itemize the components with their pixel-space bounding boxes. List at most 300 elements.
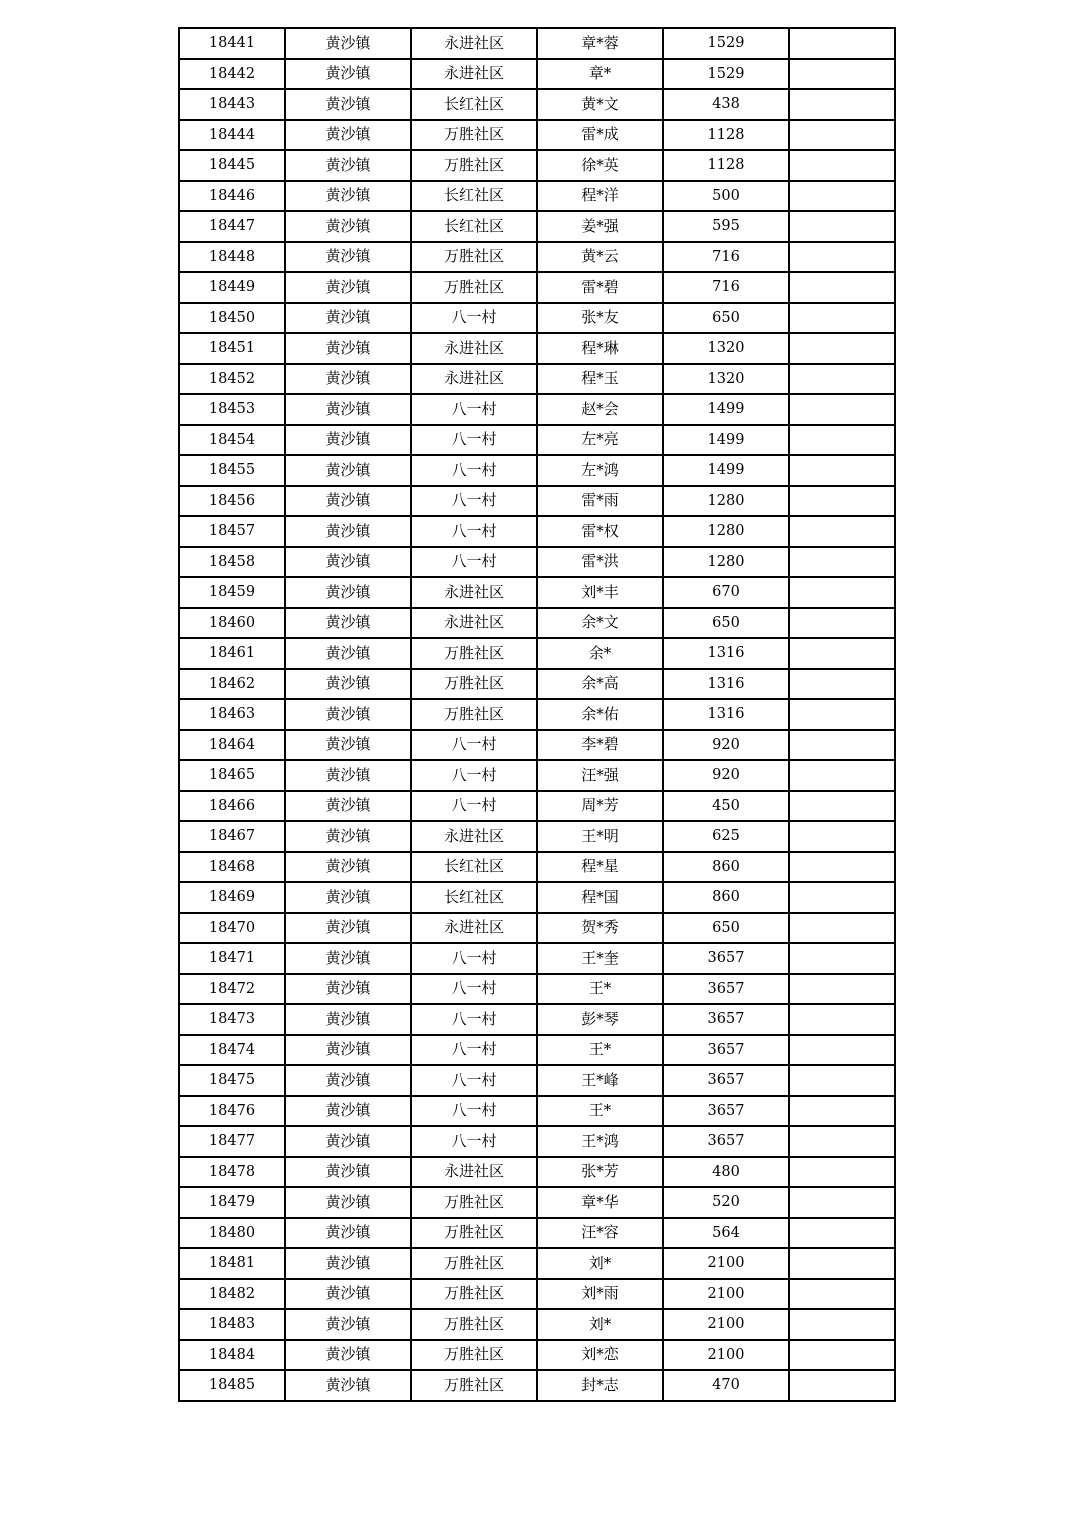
cell-serial-number: 18485: [179, 1370, 285, 1401]
cell-person-name: 程*琳: [537, 333, 663, 364]
table-row: [179, 791, 895, 822]
cell-person-name: 程*洋: [537, 181, 663, 212]
cell-person-name: 王*: [537, 974, 663, 1005]
cell-person-name: 余*: [537, 638, 663, 669]
cell-town: 黄沙镇: [285, 333, 411, 364]
cell-amount: 1316: [663, 638, 789, 669]
cell-town: 黄沙镇: [285, 699, 411, 730]
cell-serial-number: 18441: [179, 28, 285, 59]
cell-note: [789, 425, 895, 456]
cell-town: 黄沙镇: [285, 577, 411, 608]
cell-note: [789, 89, 895, 120]
cell-note: [789, 638, 895, 669]
cell-person-name: 黄*云: [537, 242, 663, 273]
cell-person-name: 余*高: [537, 669, 663, 700]
cell-amount: 3657: [663, 1004, 789, 1035]
cell-serial-number: 18463: [179, 699, 285, 730]
cell-person-name: 贺*秀: [537, 913, 663, 944]
cell-village: 万胜社区: [411, 1340, 537, 1371]
cell-amount: 625: [663, 821, 789, 852]
cell-town: 黄沙镇: [285, 455, 411, 486]
cell-town: 黄沙镇: [285, 1004, 411, 1035]
cell-village: 八一村: [411, 394, 537, 425]
cell-person-name: 刘*丰: [537, 577, 663, 608]
cell-town: 黄沙镇: [285, 1309, 411, 1340]
cell-note: [789, 669, 895, 700]
cell-town: 黄沙镇: [285, 547, 411, 578]
cell-amount: 2100: [663, 1340, 789, 1371]
table-row: [179, 730, 895, 761]
cell-amount: 1529: [663, 59, 789, 90]
cell-serial-number: 18457: [179, 516, 285, 547]
cell-village: 永进社区: [411, 913, 537, 944]
cell-amount: 3657: [663, 1126, 789, 1157]
cell-serial-number: 18442: [179, 59, 285, 90]
cell-village: 八一村: [411, 303, 537, 334]
cell-amount: 2100: [663, 1248, 789, 1279]
cell-note: [789, 852, 895, 883]
cell-person-name: 左*鸿: [537, 455, 663, 486]
cell-note: [789, 608, 895, 639]
cell-amount: 1499: [663, 425, 789, 456]
cell-person-name: 周*芳: [537, 791, 663, 822]
cell-village: 长红社区: [411, 882, 537, 913]
cell-serial-number: 18458: [179, 547, 285, 578]
cell-person-name: 雷*碧: [537, 272, 663, 303]
cell-village: 万胜社区: [411, 1218, 537, 1249]
table-row: [179, 882, 895, 913]
cell-town: 黄沙镇: [285, 821, 411, 852]
cell-note: [789, 242, 895, 273]
cell-note: [789, 913, 895, 944]
cell-town: 黄沙镇: [285, 28, 411, 59]
cell-village: 永进社区: [411, 364, 537, 395]
cell-village: 八一村: [411, 1004, 537, 1035]
cell-serial-number: 18456: [179, 486, 285, 517]
table-row: [179, 1370, 895, 1401]
table-row: [179, 974, 895, 1005]
cell-person-name: 余*佑: [537, 699, 663, 730]
cell-person-name: 赵*会: [537, 394, 663, 425]
cell-village: 八一村: [411, 547, 537, 578]
cell-note: [789, 1340, 895, 1371]
cell-amount: 1316: [663, 699, 789, 730]
cell-town: 黄沙镇: [285, 760, 411, 791]
table-row: [179, 1126, 895, 1157]
cell-serial-number: 18453: [179, 394, 285, 425]
cell-town: 黄沙镇: [285, 943, 411, 974]
cell-serial-number: 18454: [179, 425, 285, 456]
cell-amount: 450: [663, 791, 789, 822]
cell-person-name: 余*文: [537, 608, 663, 639]
cell-amount: 2100: [663, 1309, 789, 1340]
cell-person-name: 刘*: [537, 1309, 663, 1340]
cell-note: [789, 943, 895, 974]
table-row: [179, 1248, 895, 1279]
cell-serial-number: 18451: [179, 333, 285, 364]
cell-village: 万胜社区: [411, 638, 537, 669]
cell-serial-number: 18473: [179, 1004, 285, 1035]
cell-town: 黄沙镇: [285, 303, 411, 334]
cell-amount: 1529: [663, 28, 789, 59]
cell-village: 八一村: [411, 1126, 537, 1157]
cell-village: 八一村: [411, 730, 537, 761]
cell-village: 长红社区: [411, 852, 537, 883]
cell-village: 八一村: [411, 943, 537, 974]
cell-person-name: 姜*强: [537, 211, 663, 242]
cell-amount: 500: [663, 181, 789, 212]
cell-town: 黄沙镇: [285, 852, 411, 883]
table-row: [179, 547, 895, 578]
cell-note: [789, 150, 895, 181]
cell-note: [789, 974, 895, 1005]
cell-town: 黄沙镇: [285, 1248, 411, 1279]
cell-village: 永进社区: [411, 577, 537, 608]
cell-amount: 650: [663, 303, 789, 334]
cell-note: [789, 486, 895, 517]
cell-note: [789, 394, 895, 425]
cell-village: 万胜社区: [411, 150, 537, 181]
cell-village: 长红社区: [411, 89, 537, 120]
cell-town: 黄沙镇: [285, 974, 411, 1005]
cell-note: [789, 272, 895, 303]
cell-serial-number: 18476: [179, 1096, 285, 1127]
cell-note: [789, 791, 895, 822]
table-row: [179, 516, 895, 547]
cell-village: 八一村: [411, 1035, 537, 1066]
cell-person-name: 左*亮: [537, 425, 663, 456]
cell-serial-number: 18447: [179, 211, 285, 242]
cell-village: 八一村: [411, 791, 537, 822]
table-row: [179, 364, 895, 395]
cell-amount: 564: [663, 1218, 789, 1249]
cell-serial-number: 18480: [179, 1218, 285, 1249]
table-row: [179, 59, 895, 90]
cell-person-name: 徐*英: [537, 150, 663, 181]
cell-note: [789, 364, 895, 395]
cell-town: 黄沙镇: [285, 1065, 411, 1096]
table-row: [179, 1096, 895, 1127]
cell-village: 八一村: [411, 455, 537, 486]
table-row: [179, 608, 895, 639]
cell-town: 黄沙镇: [285, 913, 411, 944]
cell-serial-number: 18446: [179, 181, 285, 212]
cell-person-name: 雷*权: [537, 516, 663, 547]
cell-town: 黄沙镇: [285, 150, 411, 181]
cell-serial-number: 18445: [179, 150, 285, 181]
cell-person-name: 刘*雨: [537, 1279, 663, 1310]
cell-note: [789, 821, 895, 852]
cell-note: [789, 181, 895, 212]
cell-person-name: 张*友: [537, 303, 663, 334]
cell-town: 黄沙镇: [285, 516, 411, 547]
cell-village: 永进社区: [411, 608, 537, 639]
table-row: [179, 89, 895, 120]
cell-town: 黄沙镇: [285, 425, 411, 456]
cell-amount: 3657: [663, 1065, 789, 1096]
cell-town: 黄沙镇: [285, 181, 411, 212]
table-row: [179, 394, 895, 425]
cell-serial-number: 18450: [179, 303, 285, 334]
cell-serial-number: 18443: [179, 89, 285, 120]
table-row: [179, 333, 895, 364]
cell-village: 八一村: [411, 974, 537, 1005]
cell-person-name: 王*奎: [537, 943, 663, 974]
cell-note: [789, 882, 895, 913]
cell-amount: 595: [663, 211, 789, 242]
cell-note: [789, 760, 895, 791]
cell-town: 黄沙镇: [285, 486, 411, 517]
cell-village: 长红社区: [411, 211, 537, 242]
cell-village: 万胜社区: [411, 242, 537, 273]
cell-amount: 1128: [663, 150, 789, 181]
cell-note: [789, 1187, 895, 1218]
cell-village: 万胜社区: [411, 1279, 537, 1310]
cell-note: [789, 333, 895, 364]
cell-town: 黄沙镇: [285, 364, 411, 395]
cell-serial-number: 18464: [179, 730, 285, 761]
cell-amount: 3657: [663, 1096, 789, 1127]
cell-amount: 1320: [663, 364, 789, 395]
cell-serial-number: 18482: [179, 1279, 285, 1310]
cell-person-name: 王*: [537, 1035, 663, 1066]
cell-note: [789, 1370, 895, 1401]
cell-serial-number: 18462: [179, 669, 285, 700]
cell-serial-number: 18444: [179, 120, 285, 151]
cell-amount: 1320: [663, 333, 789, 364]
cell-person-name: 王*: [537, 1096, 663, 1127]
cell-village: 永进社区: [411, 1157, 537, 1188]
cell-village: 八一村: [411, 486, 537, 517]
cell-person-name: 雷*雨: [537, 486, 663, 517]
cell-village: 永进社区: [411, 333, 537, 364]
cell-amount: 470: [663, 1370, 789, 1401]
cell-amount: 650: [663, 608, 789, 639]
cell-town: 黄沙镇: [285, 120, 411, 151]
cell-person-name: 王*峰: [537, 1065, 663, 1096]
cell-amount: 520: [663, 1187, 789, 1218]
cell-village: 万胜社区: [411, 1309, 537, 1340]
table-row: [179, 1218, 895, 1249]
cell-note: [789, 730, 895, 761]
cell-person-name: 雷*成: [537, 120, 663, 151]
cell-town: 黄沙镇: [285, 242, 411, 273]
cell-town: 黄沙镇: [285, 1370, 411, 1401]
cell-person-name: 章*华: [537, 1187, 663, 1218]
cell-serial-number: 18472: [179, 974, 285, 1005]
cell-person-name: 王*明: [537, 821, 663, 852]
cell-town: 黄沙镇: [285, 1279, 411, 1310]
cell-person-name: 王*鸿: [537, 1126, 663, 1157]
cell-village: 八一村: [411, 425, 537, 456]
cell-person-name: 程*星: [537, 852, 663, 883]
cell-note: [789, 1035, 895, 1066]
cell-note: [789, 1218, 895, 1249]
table-row: [179, 242, 895, 273]
cell-person-name: 章*蓉: [537, 28, 663, 59]
cell-amount: 438: [663, 89, 789, 120]
cell-amount: 1499: [663, 455, 789, 486]
cell-amount: 716: [663, 242, 789, 273]
cell-note: [789, 211, 895, 242]
cell-amount: 1499: [663, 394, 789, 425]
cell-note: [789, 455, 895, 486]
table-row: [179, 638, 895, 669]
cell-village: 八一村: [411, 1096, 537, 1127]
cell-town: 黄沙镇: [285, 882, 411, 913]
cell-town: 黄沙镇: [285, 1187, 411, 1218]
cell-serial-number: 18469: [179, 882, 285, 913]
cell-serial-number: 18477: [179, 1126, 285, 1157]
cell-village: 永进社区: [411, 59, 537, 90]
table-row: [179, 303, 895, 334]
cell-amount: 1280: [663, 516, 789, 547]
cell-person-name: 彭*琴: [537, 1004, 663, 1035]
table-row: [179, 1157, 895, 1188]
table-row: [179, 1309, 895, 1340]
cell-amount: 1280: [663, 486, 789, 517]
cell-village: 永进社区: [411, 821, 537, 852]
cell-serial-number: 18460: [179, 608, 285, 639]
cell-amount: 1280: [663, 547, 789, 578]
cell-person-name: 雷*洪: [537, 547, 663, 578]
cell-town: 黄沙镇: [285, 1035, 411, 1066]
table-row: [179, 211, 895, 242]
cell-person-name: 刘*恋: [537, 1340, 663, 1371]
cell-serial-number: 18468: [179, 852, 285, 883]
cell-note: [789, 1279, 895, 1310]
cell-person-name: 封*志: [537, 1370, 663, 1401]
cell-town: 黄沙镇: [285, 669, 411, 700]
cell-person-name: 黄*文: [537, 89, 663, 120]
cell-note: [789, 1004, 895, 1035]
cell-town: 黄沙镇: [285, 791, 411, 822]
table-row: [179, 699, 895, 730]
cell-serial-number: 18448: [179, 242, 285, 273]
cell-village: 万胜社区: [411, 699, 537, 730]
cell-serial-number: 18471: [179, 943, 285, 974]
cell-town: 黄沙镇: [285, 1126, 411, 1157]
cell-person-name: 程*玉: [537, 364, 663, 395]
cell-note: [789, 1157, 895, 1188]
table-row: [179, 150, 895, 181]
cell-town: 黄沙镇: [285, 394, 411, 425]
cell-person-name: 汪*强: [537, 760, 663, 791]
cell-town: 黄沙镇: [285, 730, 411, 761]
cell-amount: 1316: [663, 669, 789, 700]
cell-note: [789, 28, 895, 59]
data-table: [178, 27, 896, 1402]
cell-amount: 1128: [663, 120, 789, 151]
cell-town: 黄沙镇: [285, 211, 411, 242]
cell-serial-number: 18470: [179, 913, 285, 944]
cell-note: [789, 303, 895, 334]
cell-amount: 920: [663, 760, 789, 791]
table-row: [179, 913, 895, 944]
cell-village: 万胜社区: [411, 669, 537, 700]
table-row: [179, 1035, 895, 1066]
table-body: [179, 28, 895, 1401]
cell-serial-number: 18475: [179, 1065, 285, 1096]
cell-serial-number: 18466: [179, 791, 285, 822]
cell-town: 黄沙镇: [285, 638, 411, 669]
table-row: [179, 181, 895, 212]
cell-town: 黄沙镇: [285, 1157, 411, 1188]
table-row: [179, 943, 895, 974]
cell-serial-number: 18478: [179, 1157, 285, 1188]
cell-note: [789, 1248, 895, 1279]
cell-serial-number: 18455: [179, 455, 285, 486]
cell-serial-number: 18465: [179, 760, 285, 791]
cell-amount: 716: [663, 272, 789, 303]
cell-person-name: 张*芳: [537, 1157, 663, 1188]
table-row: [179, 1004, 895, 1035]
cell-amount: 2100: [663, 1279, 789, 1310]
table-row: [179, 1065, 895, 1096]
cell-amount: 3657: [663, 974, 789, 1005]
cell-serial-number: 18449: [179, 272, 285, 303]
table-row: [179, 272, 895, 303]
cell-village: 万胜社区: [411, 1248, 537, 1279]
cell-note: [789, 59, 895, 90]
cell-village: 八一村: [411, 516, 537, 547]
cell-note: [789, 1309, 895, 1340]
table-row: [179, 669, 895, 700]
cell-note: [789, 1126, 895, 1157]
table-row: [179, 425, 895, 456]
cell-person-name: 汪*容: [537, 1218, 663, 1249]
cell-village: 万胜社区: [411, 120, 537, 151]
cell-village: 八一村: [411, 1065, 537, 1096]
cell-amount: 860: [663, 852, 789, 883]
table-row: [179, 760, 895, 791]
cell-note: [789, 699, 895, 730]
cell-note: [789, 516, 895, 547]
cell-person-name: 李*碧: [537, 730, 663, 761]
cell-serial-number: 18452: [179, 364, 285, 395]
cell-town: 黄沙镇: [285, 59, 411, 90]
table-row: [179, 577, 895, 608]
cell-note: [789, 547, 895, 578]
cell-note: [789, 577, 895, 608]
cell-village: 八一村: [411, 760, 537, 791]
cell-town: 黄沙镇: [285, 1096, 411, 1127]
cell-town: 黄沙镇: [285, 608, 411, 639]
cell-serial-number: 18461: [179, 638, 285, 669]
cell-note: [789, 1096, 895, 1127]
cell-person-name: 程*国: [537, 882, 663, 913]
table-row: [179, 1279, 895, 1310]
cell-amount: 650: [663, 913, 789, 944]
table-row: [179, 852, 895, 883]
cell-note: [789, 120, 895, 151]
table-row: [179, 455, 895, 486]
cell-serial-number: 18467: [179, 821, 285, 852]
cell-town: 黄沙镇: [285, 89, 411, 120]
cell-village: 永进社区: [411, 28, 537, 59]
cell-amount: 3657: [663, 1035, 789, 1066]
cell-town: 黄沙镇: [285, 272, 411, 303]
table-row: [179, 120, 895, 151]
cell-serial-number: 18459: [179, 577, 285, 608]
cell-serial-number: 18481: [179, 1248, 285, 1279]
table-row: [179, 1187, 895, 1218]
cell-amount: 860: [663, 882, 789, 913]
table-row: [179, 821, 895, 852]
table-row: [179, 486, 895, 517]
cell-village: 万胜社区: [411, 1187, 537, 1218]
cell-note: [789, 1065, 895, 1096]
